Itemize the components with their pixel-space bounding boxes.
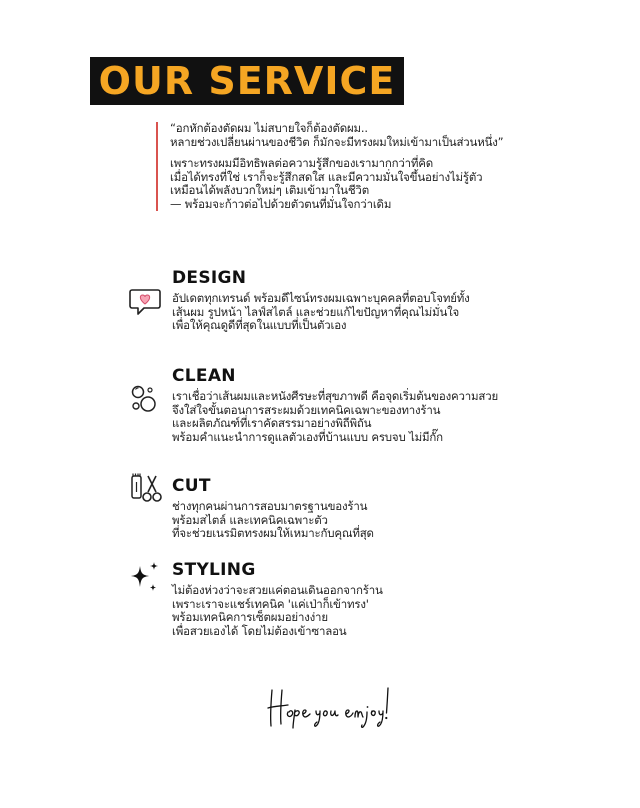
section-line: พร้อมสไตล์ และเทคนิคเฉพาะตัว xyxy=(172,512,328,527)
section-line: และผลิตภัณฑ์ที่เราคัดสรรมาอย่างพิถีพิถัน xyxy=(172,416,372,430)
intro-line: — พร้อมจะก้าวต่อไปด้วยตัวตนที่มั่นใจกว่าเดิม xyxy=(170,196,392,211)
sparkles-icon xyxy=(128,560,164,596)
section-line: ที่จะช่วยเนรมิตทรงผมให้เหมาะกับคุณที่สุด xyxy=(172,526,374,540)
section-title: CLEAN xyxy=(172,366,236,386)
intro-line: เพราะทรงผมมีอิทธิพลต่อความรู้สึกของเรามากกว่าที่คิด xyxy=(170,156,434,170)
scissors-clipper-icon xyxy=(128,472,164,508)
section-line: เพื่อสวยเองได้ โดยไม่ต้องเข้าซาลอน xyxy=(172,623,347,638)
intro-line: หลายช่วงเปลี่ยนผ่านของชีวิต ก็มักจะมีทรงผมใหม่เข้ามาเป็นส่วนหนึ่ง” xyxy=(170,134,504,149)
section-line: จึงใส่ใจขั้นตอนการสระผมด้วยเทคนิคเฉพาะของทางร้าน xyxy=(172,402,441,417)
section-title: STYLING xyxy=(172,560,256,580)
chat-heart-icon xyxy=(128,284,164,320)
section-line: อัปเดตทุกเทรนด์ พร้อมดีไซน์ทรงผมเฉพาะบุคคลที่ตอบโจทย์ทั้ง xyxy=(172,291,470,305)
section-title: DESIGN xyxy=(172,268,247,288)
page-title-banner xyxy=(90,57,404,105)
intro-line: เหมือนได้พลังบวกใหม่ๆ เติมเข้ามาในชีวิต xyxy=(170,183,369,197)
section-title: CUT xyxy=(172,476,211,496)
bubbles-icon xyxy=(128,382,164,418)
page-title: OUR SERVICE xyxy=(98,59,396,103)
section-line: พร้อมเทคนิคการเซ็ตผมอย่างง่าย xyxy=(172,610,328,624)
intro-quote xyxy=(156,122,590,211)
section-line: เพราะเราจะแชร์เทคนิค 'แค่เป่าก็เข้าทรง' xyxy=(172,596,369,611)
section-line: เส้นผม รูปหน้า ไลฟ์สไตล์ และช่วยแก้ไขปัญหาที่คุณไม่มั่นใจ xyxy=(172,304,460,319)
section-line: เราเชื่อว่าเส้นผมและหนังศีรษะที่สุขภาพดี คือจุดเริ่มต้นของความสวย xyxy=(172,389,498,403)
intro-line: เมื่อได้ทรงที่ใช่ เราก็จะรู้สึกสดใส และมีความมั่นใจขึ้นอย่างไม่รู้ตัว xyxy=(170,169,483,184)
section-line: พร้อมคำแนะนำการดูแลตัวเองที่บ้านแบบ ครบจบ ไม่มีกั๊ก xyxy=(172,429,443,444)
section-line: เพื่อให้คุณดูดีที่สุดในแบบที่เป็นตัวเอง xyxy=(172,318,347,332)
section-line: ไม่ต้องห่วงว่าจะสวยแค่ตอนเดินออกจากร้าน xyxy=(172,583,383,597)
intro-line: “อกหักต้องตัดผม ไม่สบายใจก็ต้องตัดผม.. xyxy=(170,121,368,135)
section-line: ช่างทุกคนผ่านการสอบมาตรฐานของร้าน xyxy=(172,499,368,513)
signature-hope-you-enjoy xyxy=(262,682,392,732)
